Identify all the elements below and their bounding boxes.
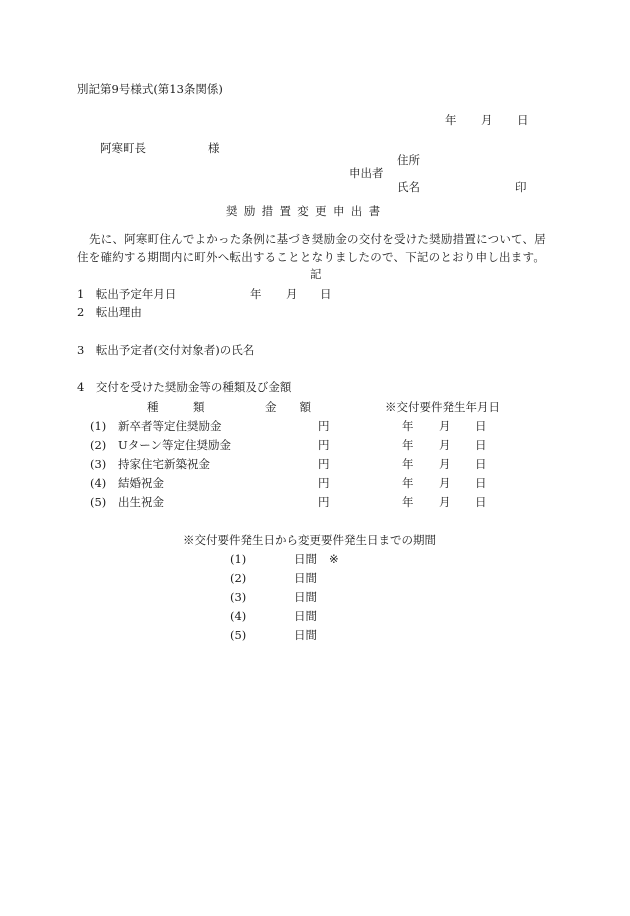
row1-month: 月	[439, 419, 451, 433]
row4-yen: 円	[318, 476, 330, 490]
row1-day: 日	[475, 419, 487, 433]
date-day: 日	[517, 113, 529, 127]
row1-no: (1)	[90, 419, 107, 433]
row5-yen: 円	[318, 495, 330, 509]
row5-year: 年	[402, 495, 414, 509]
period-row1-no: (1)	[230, 552, 247, 566]
row4-day: 日	[475, 476, 487, 490]
period-row5-no: (5)	[230, 628, 247, 642]
period-row5-unit: 日間	[294, 628, 317, 642]
row4-month: 月	[439, 476, 451, 490]
row3-year: 年	[402, 457, 414, 471]
date-month: 月	[481, 113, 493, 127]
addressee-honorific: 様	[208, 141, 220, 155]
body-line-2: 住を確約する期間内に町外へ転出することとなりましたので、下記のとおり申し出ます。	[77, 250, 546, 264]
row2-month: 月	[439, 438, 451, 452]
row2-year: 年	[402, 438, 414, 452]
row1-yen: 円	[318, 419, 330, 433]
item1-label: 1 転出予定年月日	[77, 287, 177, 301]
period-row1-mark: ※	[329, 552, 339, 566]
seal-mark: 印	[515, 180, 527, 194]
period-title: ※交付要件発生日から変更要件発生日までの期間	[183, 533, 436, 547]
period-row3-unit: 日間	[294, 590, 317, 604]
row3-day: 日	[475, 457, 487, 471]
period-row2-unit: 日間	[294, 571, 317, 585]
item1-day: 日	[320, 287, 332, 301]
row5-day: 日	[475, 495, 487, 509]
row4-year: 年	[402, 476, 414, 490]
item4-label: 4 交付を受けた奨励金等の種類及び金額	[77, 380, 292, 394]
item1-month: 月	[286, 287, 298, 301]
date-year: 年	[445, 113, 457, 127]
row4-name: 結婚祝金	[118, 476, 164, 490]
item3-label: 3 転出予定者(交付対象者)の氏名	[77, 343, 255, 357]
row1-name: 新卒者等定住奨励金	[118, 419, 222, 433]
row4-no: (4)	[90, 476, 107, 490]
row5-no: (5)	[90, 495, 107, 509]
period-row4-unit: 日間	[294, 609, 317, 623]
row5-month: 月	[439, 495, 451, 509]
body-line-1: 先に、阿寒町住んでよかった条例に基づき奨励金の交付を受けた奨励措置について、居	[89, 232, 547, 246]
row3-name: 持家住宅新築祝金	[118, 457, 210, 471]
row2-no: (2)	[90, 438, 107, 452]
row2-yen: 円	[318, 438, 330, 452]
item2-label: 2 転出理由	[77, 305, 142, 319]
row1-year: 年	[402, 419, 414, 433]
header-type: 種 類	[147, 400, 205, 414]
period-row3-no: (3)	[230, 590, 247, 604]
period-row4-no: (4)	[230, 609, 247, 623]
name-label: 氏名	[397, 180, 420, 194]
row3-yen: 円	[318, 457, 330, 471]
row3-no: (3)	[90, 457, 107, 471]
row2-day: 日	[475, 438, 487, 452]
row3-month: 月	[439, 457, 451, 471]
addressee-name: 阿寒町長	[100, 141, 146, 155]
row5-name: 出生祝金	[118, 495, 164, 509]
period-row1-unit: 日間	[294, 552, 317, 566]
header-date: ※交付要件発生年月日	[385, 400, 500, 414]
row2-name: Uターン等定住奨励金	[118, 438, 231, 452]
item1-year: 年	[250, 287, 262, 301]
period-row2-no: (2)	[230, 571, 247, 585]
applicant-label: 申出者	[349, 166, 384, 180]
document-title: 奨励措置変更申出書	[226, 204, 387, 218]
address-label: 住所	[397, 153, 420, 167]
form-header: 別記第9号様式(第13条関係)	[77, 82, 223, 96]
header-amount: 金 額	[265, 400, 311, 414]
ki-heading: 記	[310, 267, 322, 281]
